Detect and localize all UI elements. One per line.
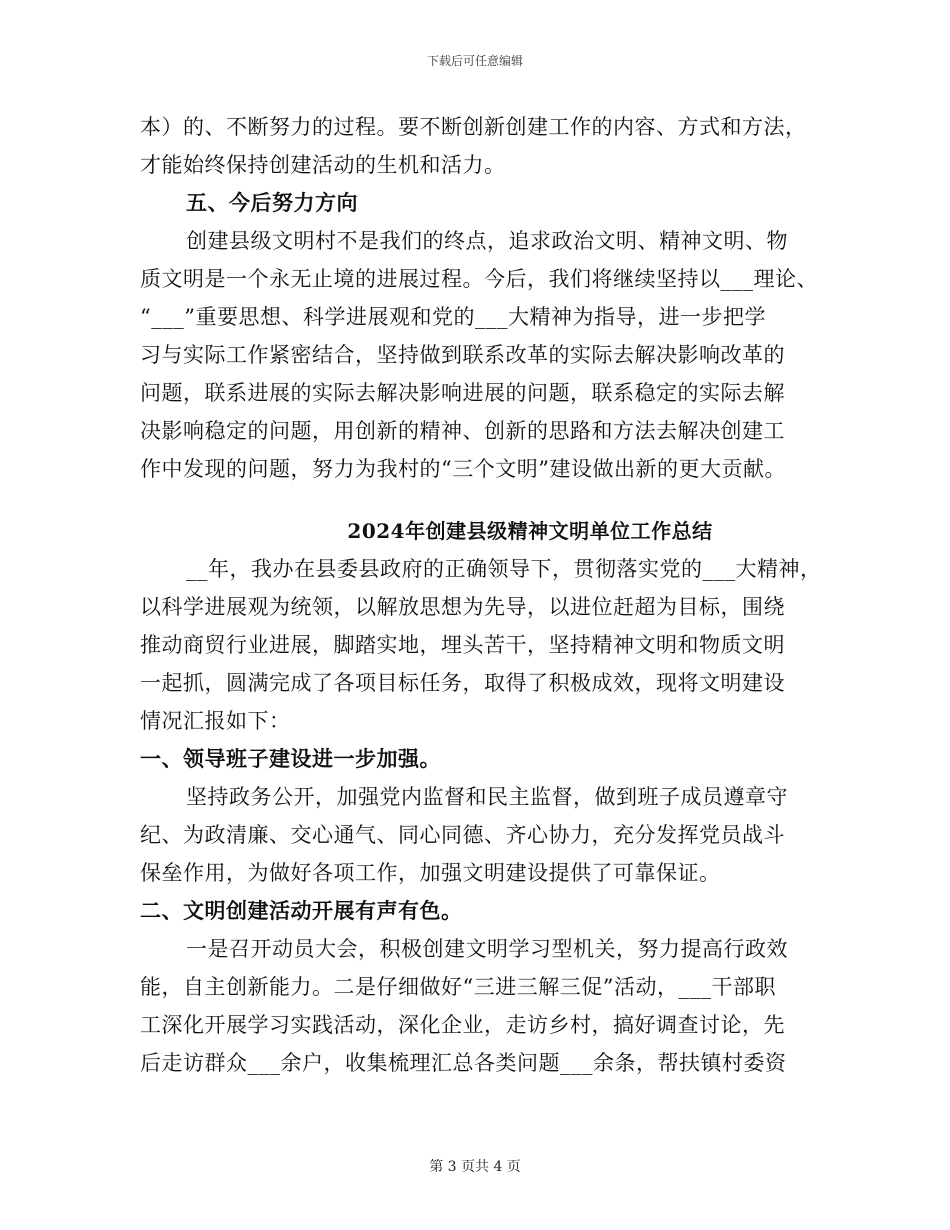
paragraph-line: 一是召开动员大会，积极创建文明学习型机关，努力提高行政效 bbox=[186, 937, 788, 961]
page-header: 下载后可任意编辑 bbox=[426, 54, 523, 68]
page-footer: 第 3 页共 4 页 bbox=[429, 1159, 521, 1175]
paragraph-line: 能，自主创新能力。二是仔细做好“三进三解三促”活动，___干部职 bbox=[140, 975, 776, 999]
paragraph-line: 决影响稳定的问题，用创新的精神、创新的思路和方法去解决创建工 bbox=[140, 419, 785, 443]
paragraph-line: 情况汇报如下： bbox=[140, 709, 291, 733]
paragraph-line: 工深化开展学习实践活动，深化企业，走访乡村，搞好调查讨论，先 bbox=[140, 1013, 785, 1037]
paragraph-line: 纪、为政清廉、交心通气、同心同德、齐心协力，充分发挥党员战斗 bbox=[140, 823, 785, 847]
paragraph-line: “___”重要思想、科学进展观和党的___大精神为指导，进一步把学 bbox=[140, 305, 766, 329]
paragraph-line: 问题，联系进展的实际去解决影响进展的问题，联系稳定的实际去解 bbox=[140, 381, 785, 405]
section-heading-1: 一、领导班子建设进一步加强。 bbox=[140, 746, 441, 771]
paragraph-line: 推动商贸行业进展，脚踏实地，埋头苦干，坚持精神文明和物质文明 bbox=[140, 633, 785, 657]
paragraph-line: 坚持政务公开，加强党内监督和民主监督，做到班子成员遵章守 bbox=[186, 785, 788, 809]
document-body bbox=[140, 108, 830, 1082]
paragraph-line: 才能始终保持创建活动的生机和活力。 bbox=[140, 153, 506, 177]
document-title: 2024年创建县级精神文明单位工作总结 bbox=[347, 519, 713, 543]
paragraph-line: 习与实际工作紧密结合，坚持做到联系改革的实际去解决影响改革的 bbox=[140, 343, 785, 367]
paragraph-line: 本）的、不断努力的过程。要不断创新创建工作的内容、方式和方法， bbox=[140, 115, 807, 139]
paragraph-line: 一起抓，圆满完成了各项目标任务，取得了积极成效，现将文明建设 bbox=[140, 671, 785, 695]
paragraph-line: __年，我办在县委县政府的正确领导下，贯彻落实党的___大精神， bbox=[186, 557, 822, 581]
paragraph-line: 以科学进展观为统领，以解放思想为先导，以进位赶超为目标，围绕 bbox=[140, 595, 785, 619]
paragraph-line: 后走访群众___余户，收集梳理汇总各类问题___余条，帮扶镇村委资 bbox=[140, 1051, 787, 1075]
paragraph-line: 作中发现的问题，努力为我村的“三个文明”建设做出新的更大贡献。 bbox=[140, 457, 786, 481]
spacer bbox=[140, 488, 830, 512]
section-heading-5: 五、今后努力方向 bbox=[186, 190, 358, 215]
paragraph-line: 保垒作用，为做好各项工作，加强文明建设提供了可靠保证。 bbox=[140, 861, 721, 885]
section-heading-2: 二、文明创建活动开展有声有色。 bbox=[140, 898, 463, 923]
paragraph-line: 创建县级文明村不是我们的终点，追求政治文明、精神文明、物 bbox=[186, 229, 788, 253]
paragraph-line: 质文明是一个永无止境的进展过程。今后，我们将继续坚持以___理论、 bbox=[140, 267, 818, 291]
